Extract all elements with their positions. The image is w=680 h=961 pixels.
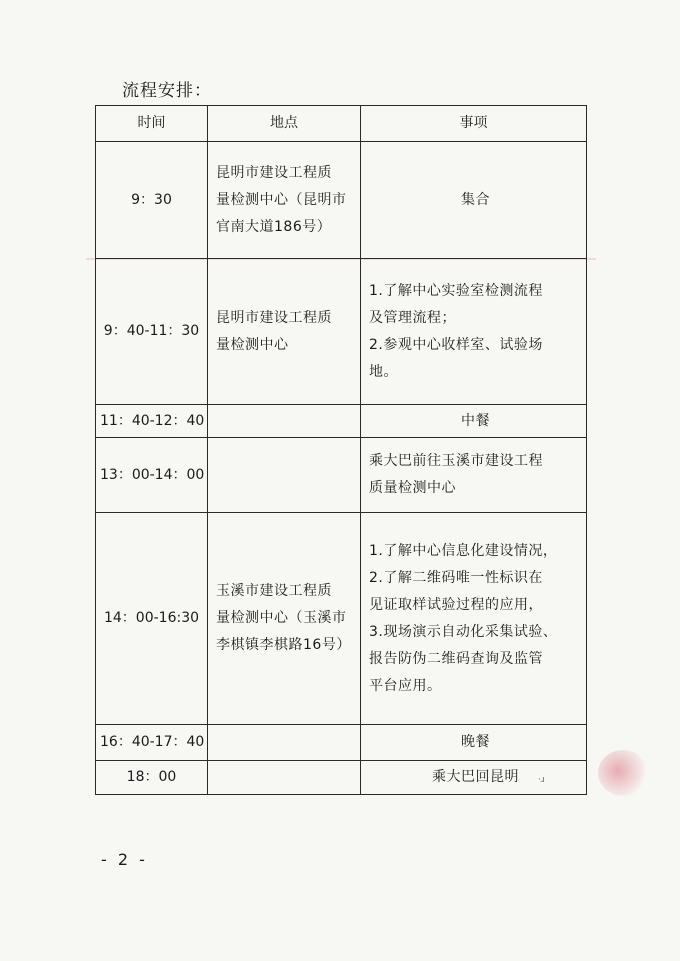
table-header-row <box>96 106 587 142</box>
table-row <box>96 725 587 761</box>
schedule-table <box>95 105 587 795</box>
row-time: 9：40-11：30 <box>96 259 208 405</box>
row-place <box>208 761 361 795</box>
row-place: 昆明市建设工程质 量检测中心 <box>208 259 361 405</box>
table-row <box>96 142 587 259</box>
row-item: 乘大巴回昆明 <box>361 761 587 795</box>
table-row <box>96 405 587 438</box>
row-item: 晚餐 <box>361 725 587 761</box>
row-item: 1.了解中心信息化建设情况， 2.了解二维码唯一性标识在 见证取样试验过程的应用， 3.现场演示自动化采集试验、 报告防伪二维码查询及监管 平台应用。 <box>361 513 587 725</box>
row-time: 9：30 <box>96 142 208 259</box>
table-row <box>96 513 587 725</box>
row-item: 乘大巴前往玉溪市建设工程 质量检测中心 <box>361 438 587 513</box>
table-row <box>96 761 587 795</box>
row-place <box>208 405 361 438</box>
header-place: 地点 <box>208 106 361 142</box>
header-item: 事项 <box>361 106 587 142</box>
row-time: 14：00-16:30 <box>96 513 208 725</box>
row-time: 16：40-17：40 <box>96 725 208 761</box>
row-place: 昆明市建设工程质 量检测中心（昆明市 官南大道186号） <box>208 142 361 259</box>
scan-mark: ·ɹ <box>538 775 545 785</box>
row-time: 13：00-14：00 <box>96 438 208 513</box>
header-time: 时间 <box>96 106 208 142</box>
row-place: 玉溪市建设工程质 量检测中心（玉溪市 李棋镇李棋路16号） <box>208 513 361 725</box>
row-place <box>208 438 361 513</box>
section-heading: 流程安排： <box>122 81 212 101</box>
table-row <box>96 438 587 513</box>
row-item: 集合 <box>361 142 587 259</box>
table-row <box>96 259 587 405</box>
row-time: 18：00 <box>96 761 208 795</box>
red-ink-stain <box>598 750 648 796</box>
row-item: 中餐 <box>361 405 587 438</box>
row-item: 1.了解中心实验室检测流程 及管理流程； 2.参观中心收样室、试验场 地。 <box>361 259 587 405</box>
page-number: - 2 - <box>101 850 148 869</box>
row-place <box>208 725 361 761</box>
row-time: 11：40-12：40 <box>96 405 208 438</box>
